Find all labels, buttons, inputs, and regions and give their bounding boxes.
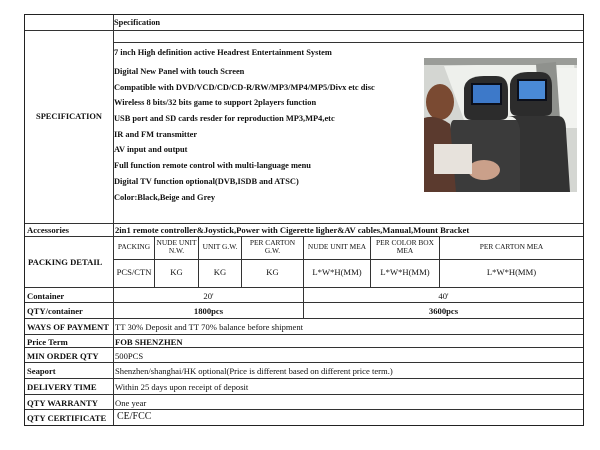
payment-value: TT 30% Deposit and TT 70% balance before shipment: [115, 322, 304, 332]
spec-header: Specification: [114, 18, 161, 27]
spec-sheet-table: [24, 14, 584, 426]
row-divider: [25, 347, 583, 348]
price-term-label: Price Term: [27, 337, 68, 347]
warranty-label: QTY WARRANTY: [27, 398, 98, 408]
packing-header: PER CARTON G.W.: [249, 238, 296, 255]
spec-item: Compatible with DVD/VCD/CD/CD-R/RW/MP3/MP4/MP5/Divx etc disc: [114, 83, 375, 92]
packing-value: L*W*H(MM): [312, 267, 362, 277]
packing-value: KG: [266, 267, 279, 277]
row-divider: [25, 362, 583, 363]
payment-label: WAYS OF PAYMENT: [27, 322, 109, 332]
container-40ft: 40': [438, 291, 449, 301]
certificate-label: QTY CERTIFICATE: [27, 413, 107, 423]
spec-item: Full function remote control with multi-language menu: [114, 161, 311, 170]
spec-item: AV input and output: [114, 145, 188, 154]
delivery-time-value: Within 25 days upon receipt of deposit: [115, 382, 249, 392]
qty-20ft: 1800pcs: [193, 306, 224, 316]
spec-item: IR and FM transmitter: [114, 130, 198, 139]
spec-item: Color:Black,Beige and Grey: [114, 193, 216, 202]
packing-value: PCS/CTN: [116, 267, 152, 277]
min-order-label: MIN ORDER QTY: [27, 351, 99, 361]
packing-value: L*W*H(MM): [486, 267, 537, 277]
seaport-value: Shenzhen/shanghai/HK optional(Price is different based on different price term.): [115, 366, 393, 376]
seaport-label: Seaport: [27, 366, 56, 376]
container-label: Container: [27, 291, 65, 301]
packing-header: PACKING: [117, 242, 151, 251]
delivery-time-label: DELIVERY TIME: [27, 382, 97, 392]
row-divider: [113, 259, 583, 260]
price-term-value: FOB SHENZHEN: [115, 337, 183, 347]
spec-item: Digital New Panel with touch Screen: [114, 67, 245, 76]
packing-value: KG: [213, 267, 227, 277]
packing-value: L*W*H(MM): [380, 267, 430, 277]
spec-item: USB port and SD cards resder for reproduction MP3,MP4,etc: [114, 114, 335, 123]
car-interior-image: [424, 58, 577, 192]
packing-header: PER CARTON MEA: [479, 242, 544, 251]
min-order-value: 500PCS: [115, 351, 144, 361]
row-divider: [25, 318, 583, 319]
packing-header: UNIT G.W.: [202, 242, 238, 251]
row-divider: [25, 334, 583, 335]
packing-header: PER COLOR BOX MEA: [376, 238, 434, 255]
packing-label: PACKING DETAIL: [28, 257, 103, 267]
spec-item: Wireless 8 bits/32 bits game to support 2players function: [114, 98, 317, 107]
spec-item: 7 inch High definition active Headrest Entertainment System: [114, 48, 332, 57]
qty-container-label: QTY/container: [27, 306, 83, 316]
warranty-value: One year: [115, 398, 147, 408]
packing-header: NUDE UNIT MEA: [307, 242, 367, 251]
container-20ft: 20': [203, 291, 214, 301]
row-divider: [113, 42, 583, 43]
row-divider: [25, 302, 583, 303]
accessories-label: Accessories: [27, 225, 69, 235]
row-divider: [25, 394, 583, 395]
row-divider: [25, 30, 583, 31]
row-divider: [25, 236, 583, 237]
row-divider: [25, 223, 583, 224]
certificate-value: CE/FCC: [117, 411, 152, 422]
row-divider: [25, 409, 583, 410]
row-divider: [25, 287, 583, 288]
row-divider: [25, 378, 583, 379]
accessories-value: 2in1 remote controller&Joystick,Power with Cigerette ligher&AV cables,Manual,Mount Bracket: [115, 225, 470, 235]
product-photo: [424, 58, 577, 192]
spec-item: Digital TV function optional(DVB,ISDB and ATSC): [114, 177, 299, 186]
packing-header: NUDE UNIT N.W.: [156, 238, 197, 255]
qty-40ft: 3600pcs: [428, 306, 459, 316]
spec-section-label: SPECIFICATION: [36, 112, 102, 121]
packing-value: KG: [170, 267, 183, 277]
